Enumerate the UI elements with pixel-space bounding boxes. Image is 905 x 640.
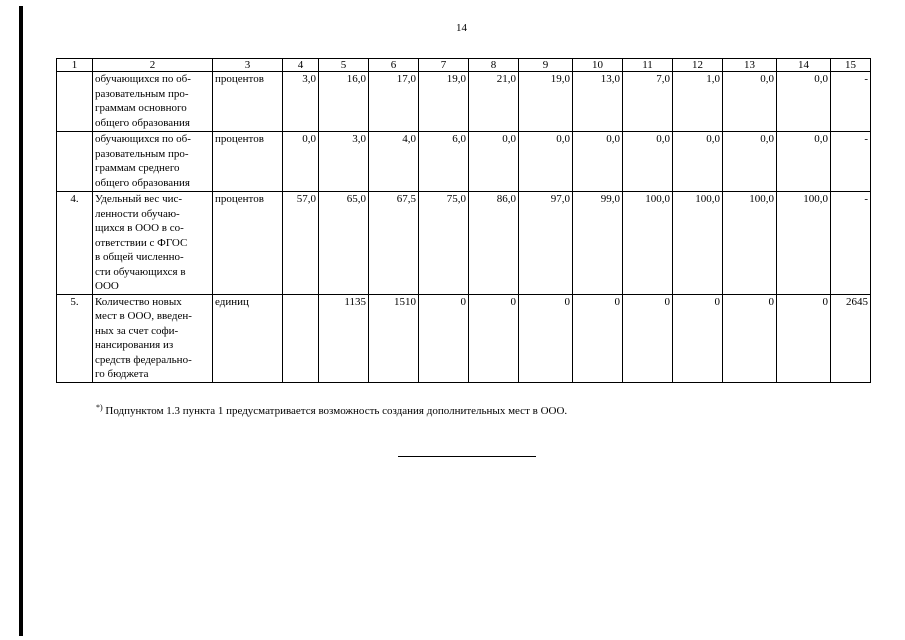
- value-cell: 0: [777, 294, 831, 382]
- value-cell: 0,0: [573, 132, 623, 192]
- description-line: общего образования: [95, 116, 190, 129]
- value-cell: 1,0: [673, 72, 723, 132]
- value-cell: 100,0: [723, 192, 777, 295]
- description-line: ООО: [95, 280, 119, 292]
- description-line: го бюджета: [95, 368, 149, 380]
- value-cell: 0,0: [673, 132, 723, 192]
- value-cell: 100,0: [623, 192, 673, 295]
- column-number-cell: 5: [319, 59, 369, 72]
- value-cell: [283, 294, 319, 382]
- description-line: разовательным про-: [95, 87, 189, 100]
- value-cell: 0,0: [777, 72, 831, 132]
- value-cell: 75,0: [419, 192, 469, 295]
- value-cell: 6,0: [419, 132, 469, 192]
- value-cell: 0: [519, 294, 573, 382]
- value-cell: 86,0: [469, 192, 519, 295]
- value-cell: 19,0: [519, 72, 573, 132]
- value-cell: 3,0: [319, 132, 369, 192]
- column-number-cell: 10: [573, 59, 623, 72]
- column-number-cell: 8: [469, 59, 519, 72]
- unit-cell: процентов: [213, 132, 283, 192]
- value-cell: -: [831, 192, 871, 295]
- column-number-cell: 3: [213, 59, 283, 72]
- column-number-cell: 2: [93, 59, 213, 72]
- unit-cell: процентов: [213, 192, 283, 295]
- value-cell: 0: [723, 294, 777, 382]
- value-cell: 3,0: [283, 72, 319, 132]
- value-cell: 0,0: [469, 132, 519, 192]
- value-cell: 0,0: [777, 132, 831, 192]
- description-line: Удельный вес чис-: [95, 193, 183, 205]
- description-line: ответствии с ФГОС: [95, 236, 188, 249]
- description-line: средств федерально-: [95, 353, 192, 366]
- value-cell: 100,0: [777, 192, 831, 295]
- table-row: [57, 132, 871, 192]
- indicator-description-cell: [93, 192, 213, 295]
- value-cell: 65,0: [319, 192, 369, 295]
- column-number-cell: 11: [623, 59, 673, 72]
- description-line: щихся в ООО в со-: [95, 222, 184, 234]
- row-number-cell: [57, 72, 93, 132]
- value-cell: 1135: [319, 294, 369, 382]
- end-rule: [398, 456, 536, 457]
- column-number-cell: 6: [369, 59, 419, 72]
- row-number-cell: 4.: [57, 192, 93, 295]
- column-number-cell: 13: [723, 59, 777, 72]
- column-number-cell: 14: [777, 59, 831, 72]
- footnote-marker: *): [96, 403, 103, 412]
- value-cell: 0,0: [723, 132, 777, 192]
- description-line: общего образования: [95, 176, 190, 189]
- indicator-description-cell: [93, 294, 213, 382]
- description-line: нансирования из: [95, 339, 174, 351]
- description-line: ных за счет софи-: [95, 324, 179, 337]
- column-number-cell: 1: [57, 59, 93, 72]
- value-cell: 57,0: [283, 192, 319, 295]
- value-cell: 16,0: [319, 72, 369, 132]
- column-number-cell: 7: [419, 59, 469, 72]
- description-line: обучающихся по об-: [95, 133, 191, 145]
- value-cell: 0,0: [519, 132, 573, 192]
- value-cell: 0: [673, 294, 723, 382]
- description-line: граммам основного: [95, 102, 187, 114]
- value-cell: 0: [623, 294, 673, 382]
- description-line: обучающихся по об-: [95, 73, 191, 85]
- value-cell: 67,5: [369, 192, 419, 295]
- value-cell: 13,0: [573, 72, 623, 132]
- table-row: [57, 192, 871, 295]
- description-line: разовательным про-: [95, 147, 189, 160]
- page-number: 14: [456, 22, 467, 34]
- row-number-cell: [57, 132, 93, 192]
- column-number-cell: 9: [519, 59, 573, 72]
- footnote: [96, 401, 567, 418]
- description-line: мест в ООО, введен-: [95, 310, 192, 322]
- indicator-description-cell: [93, 132, 213, 192]
- value-cell: 0,0: [623, 132, 673, 192]
- column-number-cell: 15: [831, 59, 871, 72]
- footnote-text: Подпунктом 1.3 пункта 1 предусматривается возможность создания дополнительных мест в ООО.: [102, 405, 568, 417]
- unit-cell: единиц: [213, 294, 283, 382]
- row-number-cell: 5.: [57, 294, 93, 382]
- value-cell: 0,0: [723, 72, 777, 132]
- description-line: сти обучающихся в: [95, 265, 186, 278]
- value-cell: 17,0: [369, 72, 419, 132]
- description-line: граммам среднего: [95, 162, 180, 174]
- table-row: [57, 72, 871, 132]
- value-cell: 2645: [831, 294, 871, 382]
- value-cell: 100,0: [673, 192, 723, 295]
- value-cell: 0: [573, 294, 623, 382]
- binding-edge-bar: [19, 6, 23, 636]
- value-cell: -: [831, 72, 871, 132]
- indicators-table: [56, 58, 871, 383]
- description-line: ленности обучаю-: [95, 207, 180, 220]
- column-number-cell: 12: [673, 59, 723, 72]
- value-cell: 97,0: [519, 192, 573, 295]
- table-row: [57, 294, 871, 382]
- description-line: Количество новых: [95, 295, 182, 308]
- value-cell: 0: [469, 294, 519, 382]
- indicator-description-cell: [93, 72, 213, 132]
- value-cell: 0: [419, 294, 469, 382]
- value-cell: 19,0: [419, 72, 469, 132]
- value-cell: 4,0: [369, 132, 419, 192]
- table-header-row: [57, 59, 871, 72]
- value-cell: 7,0: [623, 72, 673, 132]
- column-number-cell: 4: [283, 59, 319, 72]
- value-cell: 0,0: [283, 132, 319, 192]
- value-cell: 1510: [369, 294, 419, 382]
- description-line: в общей численно-: [95, 251, 184, 263]
- value-cell: 21,0: [469, 72, 519, 132]
- unit-cell: процентов: [213, 72, 283, 132]
- value-cell: 99,0: [573, 192, 623, 295]
- value-cell: -: [831, 132, 871, 192]
